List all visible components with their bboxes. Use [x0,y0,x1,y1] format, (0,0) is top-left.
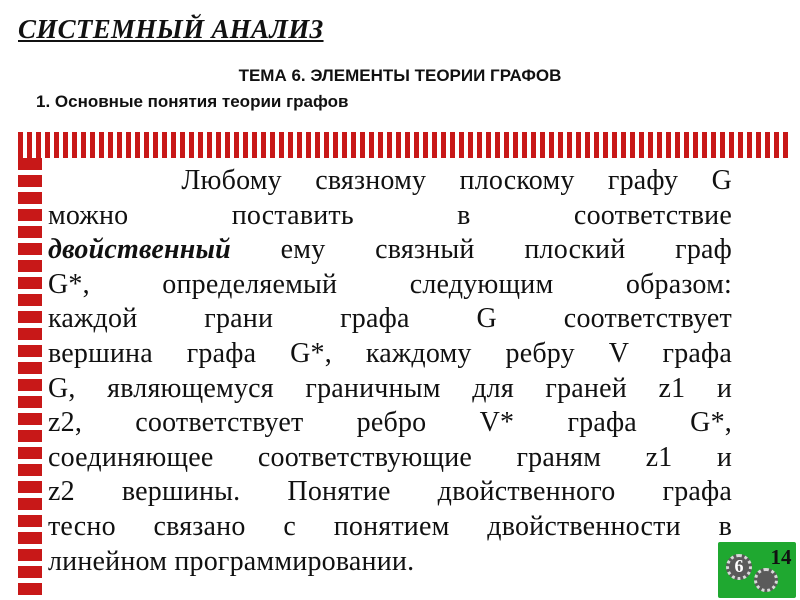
page-badge [718,542,796,598]
body-line: соединяющее соответствующие граням z1 и [48,441,732,473]
decorative-top-stripe [18,132,790,158]
body-line: линейном программировании. [48,545,415,577]
body-line: двойственный ему связный плоский граф [48,234,733,266]
body-line: Любому связному плоскому графу G [181,165,732,196]
body-line: тесно связано с понятием двойственности в [48,510,732,542]
decorative-side-stripe [18,158,42,600]
body-line: z2, соответствует ребро V* графа G*, [48,407,732,439]
course-title: СИСТЕМНЫЙ АНАЛИЗ [18,14,324,44]
chapter-number: 6 [734,556,744,576]
emphasis-term: двойственный [48,234,231,266]
body-line: z2 вершины. Понятие двойственного графа [48,476,732,508]
body-line: каждой грани графа G соответствует [48,303,732,335]
subtopic-title: 1. Основные понятия теории графов [36,92,349,111]
topic-title: ТЕМА 6. ЭЛЕМЕНТЫ ТЕОРИИ ГРАФОВ [238,66,562,85]
body-paragraph [48,164,732,579]
page-number: 14 [770,545,792,569]
body-line: можно поставить в соответствие [48,199,732,231]
body-line: G*, определяемый следующим образом: [48,268,732,300]
gear-icon [754,568,778,592]
body-line: вершина графа G*, каждому ребру V графа [48,337,732,369]
body-line: G, являющемуся граничным для граней z1 и [48,372,732,404]
